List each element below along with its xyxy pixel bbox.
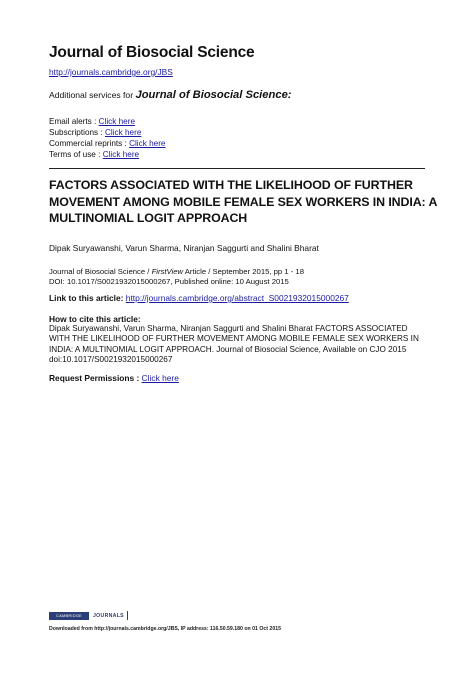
cambridge-journals-logo <box>49 611 139 620</box>
terms-of-use-link[interactable]: Click here <box>102 150 140 159</box>
additional-services-line <box>49 89 292 101</box>
service-label: Subscriptions : <box>49 128 105 137</box>
journal-url-link[interactable]: http://journals.cambridge.org/JBS <box>49 67 173 77</box>
link-to-article-label: Link to this article: <box>49 293 126 303</box>
request-permissions-line <box>49 373 179 383</box>
citation-firstview: FirstView <box>151 267 184 276</box>
how-to-cite-text: Dipak Suryawanshi, Varun Sharma, Niranjan Saggurti and Shalini Bharat FACTORS ASSOCIATED WITH THE LIKELIHOOD OF FURTHER MOVEMENT AMONG MOBILE FEMALE SEX WORKERS IN INDIA: A MULTINOMIAL LOGIT APPROACH. Journal of Biosocial Science, Available on CJO 2015 doi:10.1017/S0021932015000267 <box>49 324 419 365</box>
subscriptions-link[interactable]: Click here <box>104 128 142 137</box>
logo-journals: JOURNALS <box>93 612 124 619</box>
citation-sep: / <box>145 267 152 276</box>
link-to-article-line <box>49 293 349 303</box>
request-permissions-link[interactable]: Click here <box>141 373 179 383</box>
how-to-cite-label: How to cite this article: <box>49 314 141 324</box>
service-subscriptions <box>49 128 141 137</box>
journal-title: Journal of Biosocial Science <box>49 44 255 61</box>
logo-cambridge: CAMBRIDGE <box>49 612 89 620</box>
citation-journal: Journal of Biosocial Science <box>49 267 146 276</box>
citation-rest: Article / September 2015, pp 1 - 18 <box>183 267 304 276</box>
article-title: FACTORS ASSOCIATED WITH THE LIKELIHOOD OF FURTHER MOVEMENT AMONG MOBILE FEMALE SEX WORKERS IN INDIA: A MULTINOMIAL LOGIT APPROACH <box>49 178 437 225</box>
email-alerts-link[interactable]: Click here <box>98 117 135 126</box>
service-commercial-reprints <box>49 139 165 148</box>
logo-bar <box>127 611 128 620</box>
article-authors: Dipak Suryawanshi, Varun Sharma, Niranjan Saggurti and Shalini Bharat <box>49 243 319 253</box>
downloaded-notice: Downloaded from http://journals.cambridge.org/JBS, IP address: 116.50.59.180 on 01 Oct 2015 <box>49 626 281 632</box>
service-label: Email alerts : <box>49 117 99 126</box>
article-link[interactable]: http://journals.cambridge.org/abstract_S0021932015000267 <box>125 293 349 303</box>
service-terms-of-use <box>49 150 139 159</box>
doi-line: DOI: 10.1017/S0021932015000267, Published online: 10 August 2015 <box>49 277 289 286</box>
citation-line <box>49 267 304 276</box>
divider <box>49 168 425 169</box>
service-email-alerts <box>49 117 135 126</box>
service-label: Terms of use : <box>49 150 103 159</box>
additional-services-intro: Additional services for <box>49 90 136 100</box>
request-permissions-label: Request Permissions : <box>49 373 142 383</box>
service-label: Commercial reprints : <box>49 139 130 148</box>
additional-services-journal: Journal of Biosocial Science: <box>135 89 292 101</box>
commercial-reprints-link[interactable]: Click here <box>129 139 166 148</box>
